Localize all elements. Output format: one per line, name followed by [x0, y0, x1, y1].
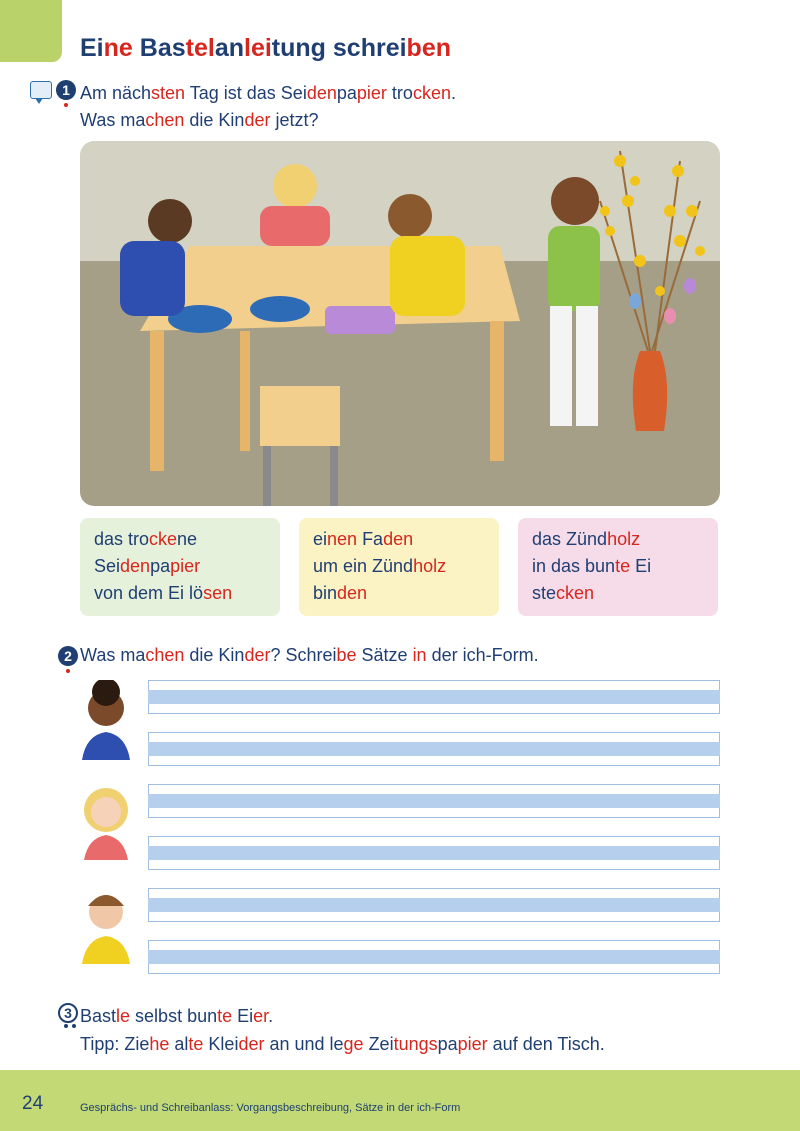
word-box-1 — [80, 518, 280, 616]
task1-text — [80, 80, 456, 134]
writing-line[interactable] — [148, 888, 720, 922]
task3-line1: Bastle selbst bunte Eier. — [80, 1006, 274, 1026]
writing-line[interactable] — [148, 940, 720, 974]
classroom-illustration — [80, 141, 720, 506]
task3-text — [80, 1002, 605, 1058]
corner-tab — [0, 0, 62, 62]
word-box-1-line: Seidenpapier — [94, 556, 201, 576]
word-box-1-line: von dem Ei lösen — [94, 583, 233, 603]
writing-line[interactable] — [148, 836, 720, 870]
word-box-3 — [518, 518, 718, 616]
word-box-2-line: binden — [313, 583, 368, 603]
writing-line[interactable] — [148, 784, 720, 818]
girl-avatar — [76, 780, 136, 860]
boy-avatar-1 — [76, 680, 136, 760]
task2-text: Was machen die Kinder? Schreibe Sätze in der ich-Form. — [80, 645, 539, 665]
task3-number-badge: 3 — [58, 1003, 78, 1023]
page-number: 24 — [22, 1093, 44, 1114]
word-box-2 — [299, 518, 499, 616]
word-box-3-line: das Zündholz — [532, 529, 641, 549]
page-title: Eine Bastelanleitung schreiben — [80, 34, 451, 62]
word-box-3-line: stecken — [532, 583, 595, 603]
word-box-3-line: in das bunte Ei — [532, 556, 652, 576]
word-box-1-line: das trockene — [94, 529, 198, 549]
footer-text: Gesprächs- und Schreibanlass: Vorgangsbeschreibung, Sätze in der ich-Form — [80, 1102, 461, 1114]
task1-line1: Am nächsten Tag ist das Seidenpapier trocken. — [80, 83, 456, 103]
word-box-2-line: einen Faden — [313, 529, 414, 549]
task3-line2: Tipp: Ziehe alte Kleider an und lege Zeitungspapier auf den Tisch. — [80, 1034, 605, 1054]
task1-number-badge: 1 — [56, 80, 76, 100]
writing-line[interactable] — [148, 680, 720, 714]
task2-number-badge: 2 — [58, 646, 78, 666]
boy-avatar-2 — [76, 884, 136, 964]
speech-bubble-icon — [30, 81, 52, 99]
task1-icons — [30, 80, 76, 100]
word-box-2-line: um ein Zündholz — [313, 556, 447, 576]
vase — [633, 351, 667, 431]
writing-line[interactable] — [148, 732, 720, 766]
task1-line2: Was machen die Kinder jetzt? — [80, 110, 319, 130]
footer-bar — [0, 1070, 800, 1131]
